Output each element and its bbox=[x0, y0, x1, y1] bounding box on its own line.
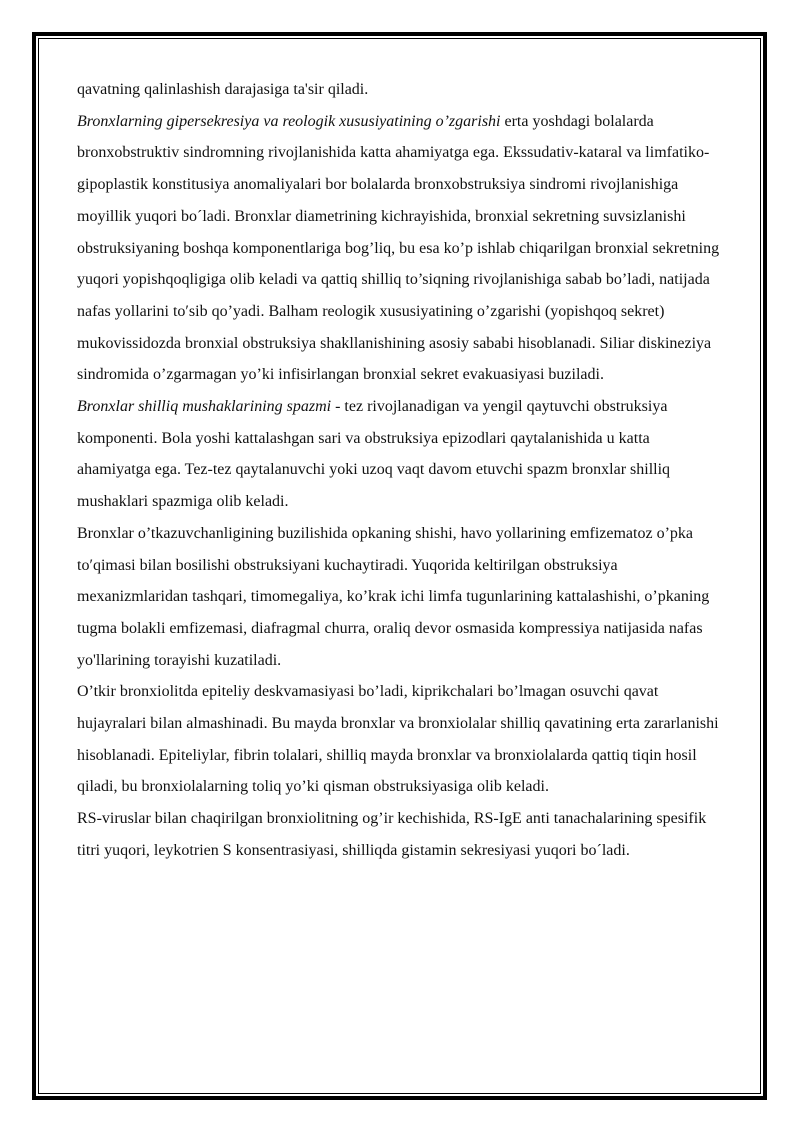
paragraph-5 bbox=[77, 676, 727, 803]
paragraph-6-text: RS-viruslar bilan chaqirilgan bronxiolitning og’ir kechishida, RS-IgE anti tanachalarining spesifik titri yuqori, leykotrien S konsentrasiyasi, shilliqda gistamin sekresiyasi yuqori bo´ladi. bbox=[77, 810, 707, 859]
paragraph-5-text: O’tkir bronxiolitda epiteliy deskvamasiyasi bo’ladi, kiprikchalari bo’lmagan osuvchi qavat hujayralari bilan almashinadi. Bu mayda bronxlar va bronxiolalar shilliq qavatining erta zararlanishi hisoblanadi. Epiteliylar, fibrin tolalari, shilliq mayda bronxlar va bronxiolalarda qattiq tiqin hosil qiladi, bu bronxiolalarning toliq yo’ki qisman obstruksiyasiga olib keladi. bbox=[77, 683, 719, 796]
paragraph-6 bbox=[77, 803, 727, 866]
paragraph-3-italic-lead: Bronxlar shilliq mushaklarining spazmi bbox=[77, 398, 332, 416]
paragraph-3 bbox=[77, 391, 727, 518]
paragraph-4-text: Bronxlar o’tkazuvchanligining buzilishida opkaning shishi, havo yollarining emfizematoz o’pka to′qimasi bilan bosilishi obstruksiyani kuchaytiradi. Yuqorida keltirilgan obstruksiya mexanizmlaridan tashqari, timomegaliya, ko’krak ichi limfa tugunlarining kattalashishi, o’pkaning tugma bolakli emfizemasi, diafragmal churra, oraliq devor osmasida kompressiya natijasida nafas yo'llarining torayishi kuzatiladi. bbox=[77, 524, 710, 669]
paragraph-2-italic-lead: Bronxlarning gipersekresiya va reologik xususiyatining o’zgarishi bbox=[77, 112, 501, 130]
paragraph-2 bbox=[77, 106, 727, 391]
document-body bbox=[77, 74, 727, 867]
paragraph-1-text: qavatning qalinlashish darajasiga ta'sir qiladi. bbox=[77, 81, 369, 98]
paragraph-3-text: - tez rivojlanadigan va yengil qaytuvchi obstruksiya komponenti. Bola yoshi kattalashgan sari va obstruksiya epizodlari qaytalanishida u katta ahamiyatga ega. Tez-tez qaytalanuvchi yoki uzoq vaqt davom etuvchi spazm bronxlar shilliq mushaklari spazmiga olib keladi. bbox=[77, 398, 671, 511]
paragraph-4 bbox=[77, 518, 727, 677]
paragraph-2-text: erta yoshdagi bolalarda bronxobstruktiv sindromning rivojlanishida katta ahamiyatga ega. Ekssudativ-kataral va limfatiko-gipoplastik konstitusiya anomaliyalari bor bolalarda bronxobstruksiya sindromi rivojlanishiga moyillik yuqori bo´ladi. Bronxlar diametrining kichrayishida, bronxial sekretning suvsizlanishi obstruksiyaning boshqa komponentlariga bog’liq, bu esa ko’p ishlab chiqarilgan bronxial sekretning yuqori yopishqoqligiga olib keladi va qattiq shilliq to’siqning rivojlanishiga sabab bo’ladi, natijada nafas yollarini to′sib qo’yadi. Balham reologik xususiyatining o’zgarishi (yopishqoq sekret) mukovissidozda bronxial obstruksiya shakllanishining asosiy sababi hisoblanadi. Siliar diskineziya sindromida o’zgarmagan yo’ki infisirlangan bronxial sekret evakuasiyasi buziladi. bbox=[77, 112, 720, 384]
paragraph-1 bbox=[77, 74, 727, 106]
